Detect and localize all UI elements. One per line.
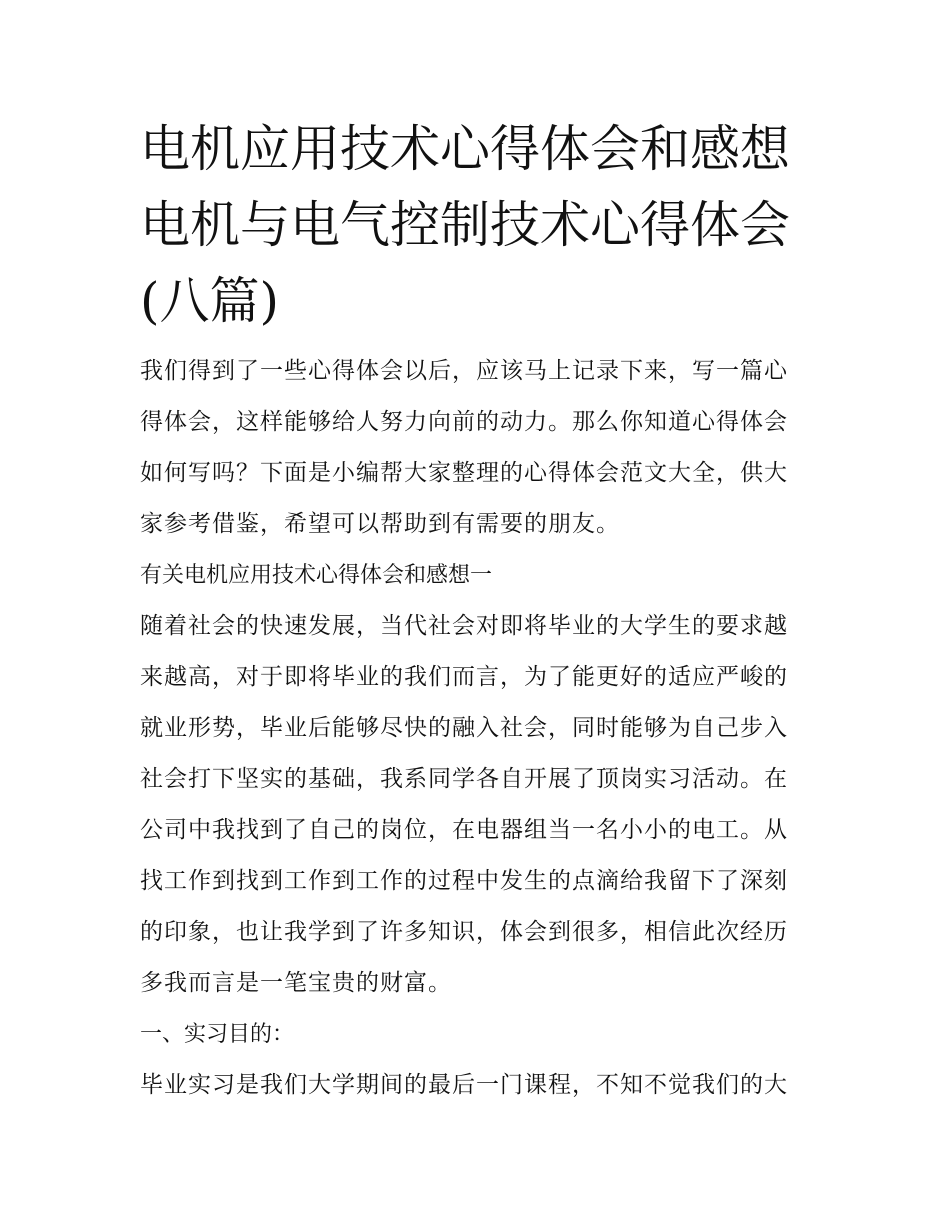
intro-line-4: 家参考借鉴，希望可以帮助到有需要的朋友。	[140, 511, 620, 537]
body-line-4: 社会打下坚实的基础，我系同学各自开展了顶岗实习活动。在	[140, 766, 788, 792]
document-content	[140, 118, 812, 1111]
intro-line-1: 我们得到了一些心得体会以后，应该马上记录下来，写一篇心	[140, 358, 788, 384]
body-line-6: 找工作到找到工作到工作的过程中发生的点滴给我留下了深刻	[140, 868, 788, 894]
subheading: 一、实习目的：	[140, 1022, 295, 1047]
last-line: 毕业实习是我们大学期间的最后一门课程，不知不觉我们的大	[140, 1072, 788, 1098]
body-line-5: 公司中我找到了自己的岗位，在电器组当一名小小的电工。从	[140, 817, 788, 843]
body-line-2: 来越高，对于即将毕业的我们而言，为了能更好的适应严峻的	[140, 664, 788, 690]
intro-line-2: 得体会，这样能够给人努力向前的动力。那么你知道心得体会	[140, 409, 788, 435]
document-title	[140, 118, 812, 332]
body-line-3: 就业形势，毕业后能够尽快的融入社会，同时能够为自己步入	[140, 715, 788, 741]
section-heading: 有关电机应用技术心得体会和感想一	[140, 563, 493, 588]
body-line-8: 多我而言是一笔宝贵的财富。	[140, 970, 452, 996]
title-line-2: 电机与电气控制技术心得体会	[140, 196, 790, 254]
body-paragraph	[140, 601, 812, 1009]
title-line-1: 电机应用技术心得体会和感想	[140, 120, 790, 178]
body-line-7: 的印象，也让我学到了许多知识，体会到很多，相信此次经历	[140, 919, 788, 945]
title-line-3: (八篇)	[140, 272, 280, 330]
intro-paragraph	[140, 346, 812, 550]
intro-line-3: 如何写吗？下面是小编帮大家整理的心得体会范文大全，供大	[140, 460, 788, 486]
body-line-1: 随着社会的快速发展，当代社会对即将毕业的大学生的要求越	[140, 613, 788, 639]
